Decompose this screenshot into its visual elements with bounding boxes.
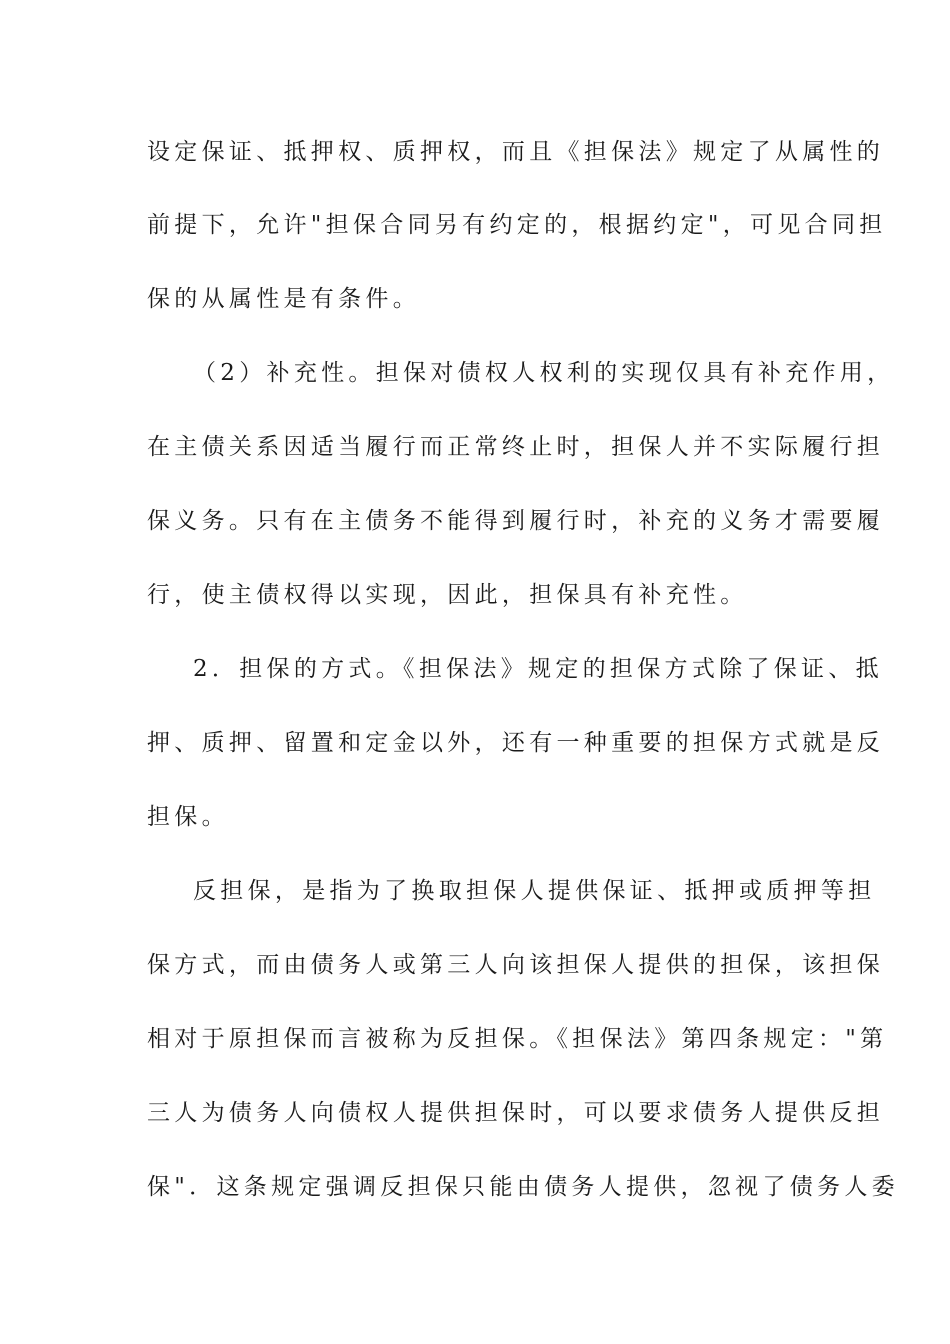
text-line-5: 在主债关系因适当履行而正常终止时，担保人并不实际履行担 <box>147 434 885 460</box>
text-line-3: 保的从属性是有条件。 <box>147 286 420 312</box>
text-line-4: （2）补充性。担保对债权人权利的实现仅具有补充作用， <box>193 360 895 386</box>
text-line-8: 2．担保的方式。《担保法》规定的担保方式除了保证、抵 <box>193 656 883 682</box>
text-line-2: 前提下，允许"担保合同另有约定的，根据约定"，可见合同担 <box>147 212 887 238</box>
text-line-1: 设定保证、抵押权、质押权，而且《担保法》规定了从属性的 <box>147 139 885 165</box>
text-line-9: 押、质押、留置和定金以外，还有一种重要的担保方式就是反 <box>147 730 885 756</box>
text-line-7: 行，使主债权得以实现，因此，担保具有补充性。 <box>147 582 748 608</box>
text-line-11: 反担保，是指为了换取担保人提供保证、抵押或质押等担 <box>193 878 876 904</box>
text-line-15: 保"．这条规定强调反担保只能由债务人提供，忽视了债务人委 <box>147 1174 899 1200</box>
text-line-12: 保方式，而由债务人或第三人向该担保人提供的担保，该担保 <box>147 952 885 978</box>
text-line-14: 三人为债务人向债权人提供担保时，可以要求债务人提供反担 <box>147 1100 885 1126</box>
text-line-10: 担保。 <box>147 804 229 830</box>
text-line-6: 保义务。只有在主债务不能得到履行时，补充的义务才需要履 <box>147 508 885 534</box>
text-line-13: 相对于原担保而言被称为反担保。《担保法》第四条规定："第 <box>147 1026 888 1052</box>
